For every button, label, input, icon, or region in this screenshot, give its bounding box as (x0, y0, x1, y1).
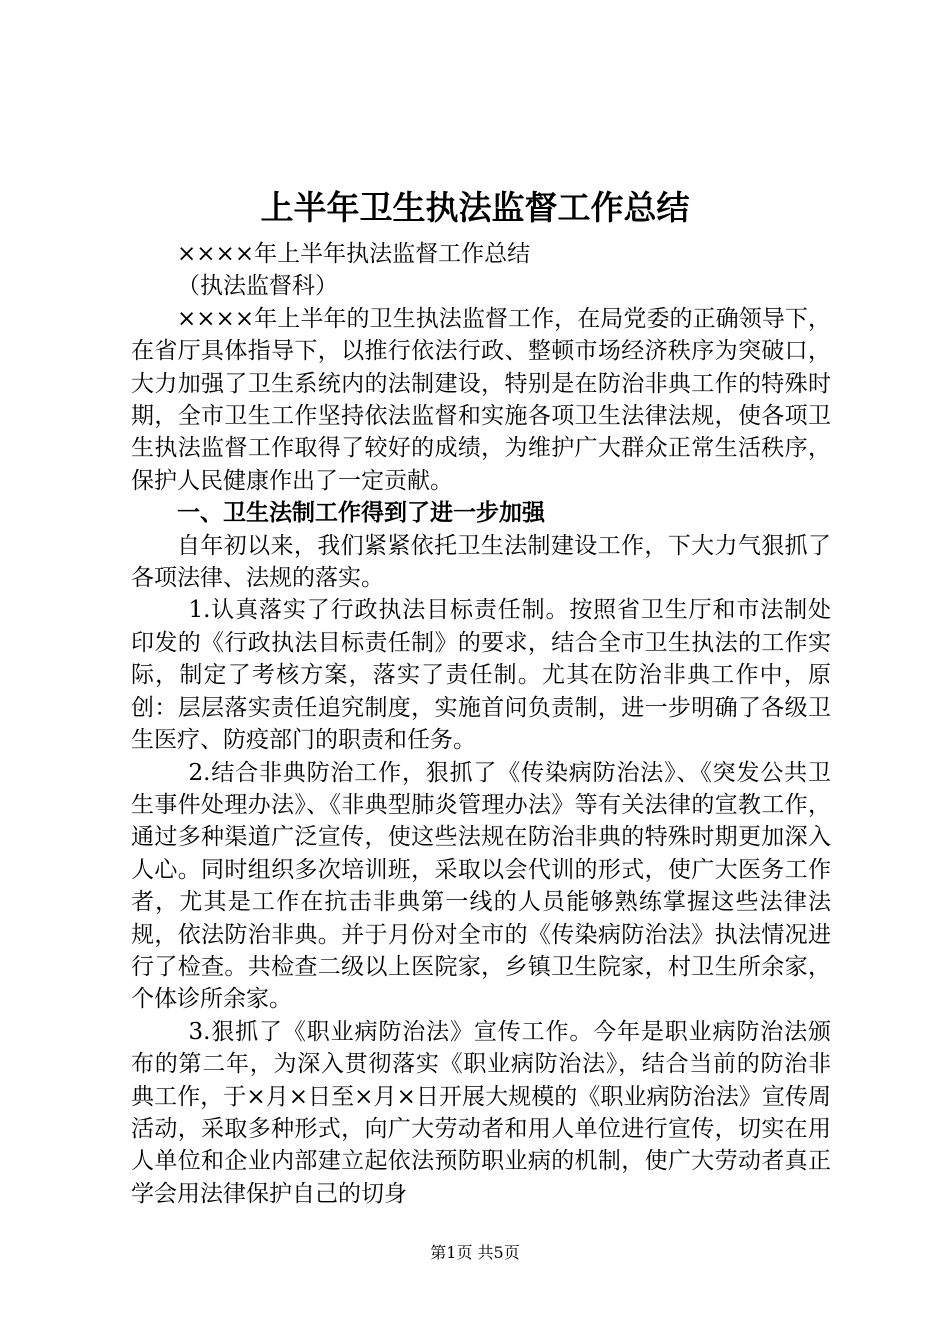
document-title: 上半年卫生执法监督工作总结 (260, 188, 690, 227)
section-intro-paragraph: 自年初以来，我们紧紧依托卫生法制建设工作，下大力气狠抓了各项法律、法规的落实。 (131, 532, 831, 592)
page-footer: 第1页 共5页 (430, 1243, 520, 1262)
item-paragraph-3: 3.狠抓了《职业病防治法》宣传工作。今年是职业病防治法颁布的第二年，为深入贯彻落实《职业病防治法》，结合当前的防治非典工作，于×月×日至×月×日开展大规模的《职业病防治法》宣传周活动，采取多种形式，向广大劳动者和用人单位进行宣传，切实在用人单位和企业内部建立起依法预防职业病的机制，使广大劳动者真正学会用法律保护自己的切身 (131, 1018, 831, 1207)
section-heading-1: 一、卫生法制工作得到了进一步加强 (177, 499, 545, 527)
document-body (131, 238, 831, 1210)
document-subtitle: ××××年上半年执法监督工作总结 (177, 241, 531, 267)
department-label: （执法监督科） (177, 273, 338, 300)
item-paragraph-1: 1.认真落实了行政执法目标责任制。按照省卫生厅和市法制处印发的《行政执法目标责任制》的要求，结合全市卫生执法的工作实际，制定了考核方案，落实了责任制。尤其在防治非典工作中，原创：层层落实责任追究制度，实施首问负责制，进一步明确了各级卫生医疗、防疫部门的职责和任务。 (131, 597, 831, 754)
intro-paragraph: ××××年上半年的卫生执法监督工作，在局党委的正确领导下，在省厅具体指导下，以推行依法行政、整顿市场经济秩序为突破口，大力加强了卫生系统内的法制建设，特别是在防治非典工作的特殊时期，全市卫生工作坚持依法监督和实施各项卫生法律法规，使各项卫生执法监督工作取得了较好的成绩，为维护广大群众正常生活秩序，保护人民健康作出了一定贡献。 (131, 305, 831, 494)
item-paragraph-2: 2.结合非典防治工作，狠抓了《传染病防治法》、《突发公共卫生事件处理办法》、《非典型肺炎管理办法》等有关法律的宣教工作，通过多种渠道广泛宣传，使这些法规在防治非典的特殊时期更加深入人心。同时组织多次培训班，采取以会代训的形式，使广大医务工作者，尤其是工作在抗击非典第一线的人员能够熟练掌握这些法律法规，依法防治非典。并于月份对全市的《传染病防治法》执法情况进行了检查。共检查二级以上医院家，乡镇卫生院家，村卫生所余家，个体诊所余家。 (131, 759, 831, 1013)
